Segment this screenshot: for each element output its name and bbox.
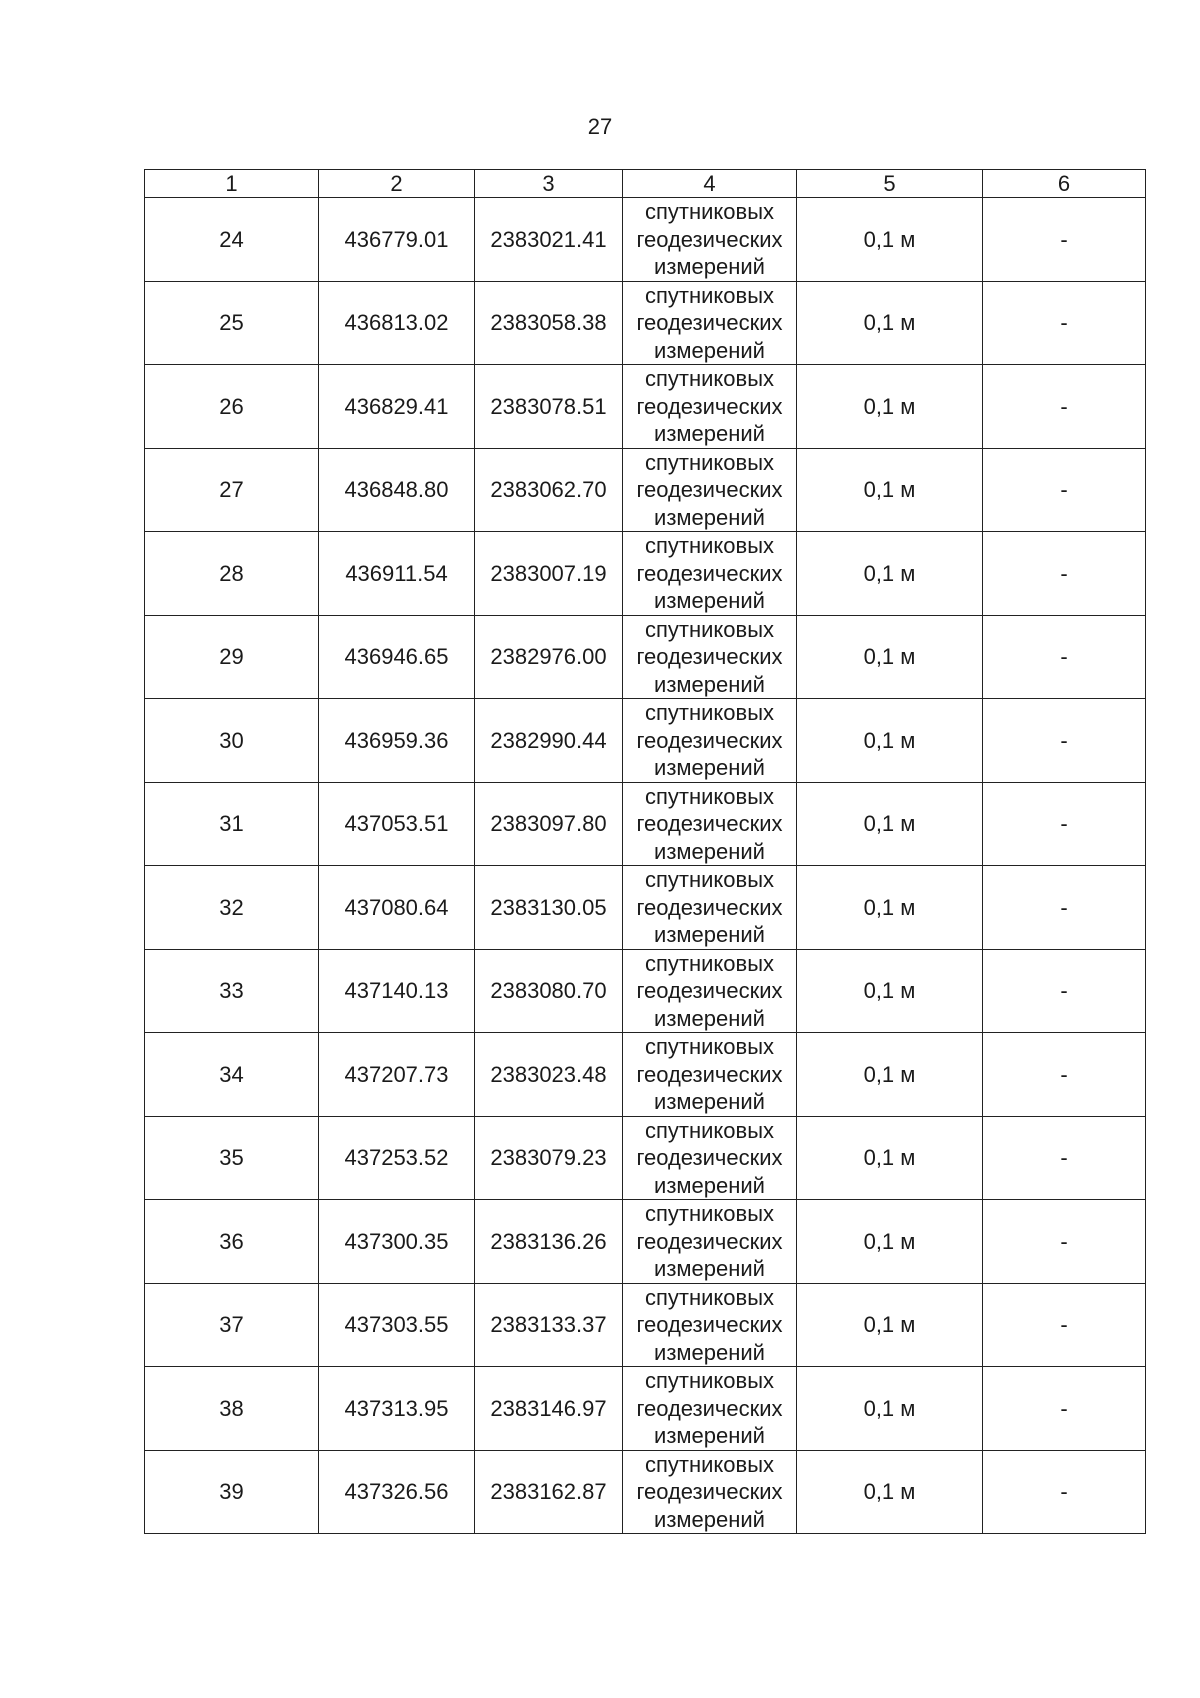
y-coordinate-cell: 2383021.41 bbox=[475, 198, 623, 282]
page-number: 27 bbox=[587, 114, 613, 139]
note-cell: - bbox=[983, 1283, 1146, 1367]
x-coordinate-cell: 436829.41 bbox=[319, 365, 475, 449]
accuracy-cell: 0,1 м bbox=[797, 365, 983, 449]
method-text: спутниковых геодезических измерений bbox=[636, 449, 783, 530]
accuracy-cell: 0,1 м bbox=[797, 615, 983, 699]
accuracy-cell: 0,1 м bbox=[797, 949, 983, 1033]
table-row bbox=[145, 615, 1146, 699]
accuracy-cell: 0,1 м bbox=[797, 699, 983, 783]
note-cell: - bbox=[983, 782, 1146, 866]
point-number-cell: 30 bbox=[145, 699, 319, 783]
y-coordinate-cell: 2383133.37 bbox=[475, 1283, 623, 1367]
table-row bbox=[145, 866, 1146, 950]
method-text: спутниковых геодезических измерений bbox=[636, 1117, 783, 1198]
x-coordinate-cell: 436813.02 bbox=[319, 281, 475, 365]
method-cell bbox=[623, 365, 797, 449]
table-row bbox=[145, 198, 1146, 282]
method-cell bbox=[623, 1283, 797, 1367]
method-text: спутниковых геодезических измерений bbox=[636, 1284, 783, 1365]
note-cell: - bbox=[983, 281, 1146, 365]
table-row bbox=[145, 1116, 1146, 1200]
accuracy-cell: 0,1 м bbox=[797, 532, 983, 616]
method-text: спутниковых геодезических измерений bbox=[636, 783, 783, 864]
method-cell bbox=[623, 1450, 797, 1534]
point-number-cell: 26 bbox=[145, 365, 319, 449]
y-coordinate-cell: 2383023.48 bbox=[475, 1033, 623, 1117]
method-cell bbox=[623, 615, 797, 699]
point-number-cell: 32 bbox=[145, 866, 319, 950]
y-coordinate-cell: 2383162.87 bbox=[475, 1450, 623, 1534]
method-text: спутниковых геодезических измерений bbox=[636, 1034, 783, 1114]
x-coordinate-cell: 437207.73 bbox=[319, 1033, 475, 1117]
x-coordinate-cell: 437300.35 bbox=[319, 1200, 475, 1284]
method-text: спутниковых геодезических измерений bbox=[636, 366, 783, 446]
header-cell-2: 2 bbox=[319, 170, 475, 198]
coordinates-table bbox=[144, 169, 1146, 1534]
y-coordinate-cell: 2383146.97 bbox=[475, 1367, 623, 1451]
table-header bbox=[145, 170, 1146, 198]
note-cell: - bbox=[983, 532, 1146, 616]
point-number-cell: 39 bbox=[145, 1450, 319, 1534]
point-number-cell: 33 bbox=[145, 949, 319, 1033]
accuracy-cell: 0,1 м bbox=[797, 1033, 983, 1117]
accuracy-cell: 0,1 м bbox=[797, 1200, 983, 1284]
method-text: спутниковых геодезических измерений bbox=[636, 700, 783, 780]
method-text: спутниковых геодезических измерений bbox=[636, 867, 783, 947]
note-cell: - bbox=[983, 1033, 1146, 1117]
method-cell bbox=[623, 1200, 797, 1284]
x-coordinate-cell: 437313.95 bbox=[319, 1367, 475, 1451]
method-text: спутниковых геодезических измерений bbox=[636, 1368, 783, 1448]
table-body bbox=[145, 198, 1146, 1534]
x-coordinate-cell: 436779.01 bbox=[319, 198, 475, 282]
y-coordinate-cell: 2382990.44 bbox=[475, 699, 623, 783]
table-row bbox=[145, 1200, 1146, 1284]
y-coordinate-cell: 2383058.38 bbox=[475, 281, 623, 365]
accuracy-cell: 0,1 м bbox=[797, 1367, 983, 1451]
method-cell bbox=[623, 699, 797, 783]
method-text: спутниковых геодезических измерений bbox=[636, 1201, 783, 1281]
note-cell: - bbox=[983, 198, 1146, 282]
point-number-cell: 34 bbox=[145, 1033, 319, 1117]
point-number-cell: 35 bbox=[145, 1116, 319, 1200]
note-cell: - bbox=[983, 949, 1146, 1033]
accuracy-cell: 0,1 м bbox=[797, 1450, 983, 1534]
note-cell: - bbox=[983, 1200, 1146, 1284]
table-row bbox=[145, 1033, 1146, 1117]
method-cell bbox=[623, 448, 797, 532]
table-row bbox=[145, 1283, 1146, 1367]
x-coordinate-cell: 436959.36 bbox=[319, 699, 475, 783]
x-coordinate-cell: 437326.56 bbox=[319, 1450, 475, 1534]
x-coordinate-cell: 437253.52 bbox=[319, 1116, 475, 1200]
point-number-cell: 38 bbox=[145, 1367, 319, 1451]
table-row bbox=[145, 448, 1146, 532]
point-number-cell: 28 bbox=[145, 532, 319, 616]
note-cell: - bbox=[983, 699, 1146, 783]
header-cell-4: 4 bbox=[623, 170, 797, 198]
table-row bbox=[145, 532, 1146, 616]
y-coordinate-cell: 2383097.80 bbox=[475, 782, 623, 866]
x-coordinate-cell: 437303.55 bbox=[319, 1283, 475, 1367]
method-cell bbox=[623, 1033, 797, 1117]
table-row bbox=[145, 281, 1146, 365]
point-number-cell: 29 bbox=[145, 615, 319, 699]
point-number-cell: 25 bbox=[145, 281, 319, 365]
point-number-cell: 27 bbox=[145, 448, 319, 532]
header-cell-3: 3 bbox=[475, 170, 623, 198]
point-number-cell: 36 bbox=[145, 1200, 319, 1284]
method-cell bbox=[623, 949, 797, 1033]
x-coordinate-cell: 436848.80 bbox=[319, 448, 475, 532]
table-row bbox=[145, 949, 1146, 1033]
header-row bbox=[145, 170, 1146, 198]
accuracy-cell: 0,1 м bbox=[797, 198, 983, 282]
method-cell bbox=[623, 532, 797, 616]
header-cell-5: 5 bbox=[797, 170, 983, 198]
method-text: спутниковых геодезических измерений bbox=[636, 199, 783, 279]
header-cell-6: 6 bbox=[983, 170, 1146, 198]
method-cell bbox=[623, 782, 797, 866]
accuracy-cell: 0,1 м bbox=[797, 1116, 983, 1200]
accuracy-cell: 0,1 м bbox=[797, 782, 983, 866]
method-cell bbox=[623, 1116, 797, 1200]
table-row bbox=[145, 1367, 1146, 1451]
accuracy-cell: 0,1 м bbox=[797, 448, 983, 532]
accuracy-cell: 0,1 м bbox=[797, 281, 983, 365]
note-cell: - bbox=[983, 1116, 1146, 1200]
method-cell bbox=[623, 281, 797, 365]
y-coordinate-cell: 2383078.51 bbox=[475, 365, 623, 449]
x-coordinate-cell: 437140.13 bbox=[319, 949, 475, 1033]
method-text: спутниковых геодезических измерений bbox=[636, 616, 783, 697]
table-row bbox=[145, 782, 1146, 866]
method-text: спутниковых геодезических измерений bbox=[636, 1451, 783, 1532]
x-coordinate-cell: 436911.54 bbox=[319, 532, 475, 616]
x-coordinate-cell: 437053.51 bbox=[319, 782, 475, 866]
note-cell: - bbox=[983, 448, 1146, 532]
table-row bbox=[145, 1450, 1146, 1534]
note-cell: - bbox=[983, 615, 1146, 699]
point-number-cell: 24 bbox=[145, 198, 319, 282]
note-cell: - bbox=[983, 1450, 1146, 1534]
point-number-cell: 31 bbox=[145, 782, 319, 866]
y-coordinate-cell: 2383136.26 bbox=[475, 1200, 623, 1284]
y-coordinate-cell: 2382976.00 bbox=[475, 615, 623, 699]
method-cell bbox=[623, 1367, 797, 1451]
note-cell: - bbox=[983, 866, 1146, 950]
note-cell: - bbox=[983, 1367, 1146, 1451]
point-number-cell: 37 bbox=[145, 1283, 319, 1367]
x-coordinate-cell: 437080.64 bbox=[319, 866, 475, 950]
y-coordinate-cell: 2383062.70 bbox=[475, 448, 623, 532]
method-cell bbox=[623, 866, 797, 950]
accuracy-cell: 0,1 м bbox=[797, 866, 983, 950]
y-coordinate-cell: 2383080.70 bbox=[475, 949, 623, 1033]
x-coordinate-cell: 436946.65 bbox=[319, 615, 475, 699]
method-text: спутниковых геодезических измерений bbox=[636, 533, 783, 613]
accuracy-cell: 0,1 м bbox=[797, 1283, 983, 1367]
y-coordinate-cell: 2383079.23 bbox=[475, 1116, 623, 1200]
header-cell-1: 1 bbox=[145, 170, 319, 198]
y-coordinate-cell: 2383007.19 bbox=[475, 532, 623, 616]
method-text: спутниковых геодезических измерений bbox=[636, 950, 783, 1031]
y-coordinate-cell: 2383130.05 bbox=[475, 866, 623, 950]
table-row bbox=[145, 365, 1146, 449]
note-cell: - bbox=[983, 365, 1146, 449]
method-cell bbox=[623, 198, 797, 282]
method-text: спутниковых геодезических измерений bbox=[636, 282, 783, 363]
table-row bbox=[145, 699, 1146, 783]
